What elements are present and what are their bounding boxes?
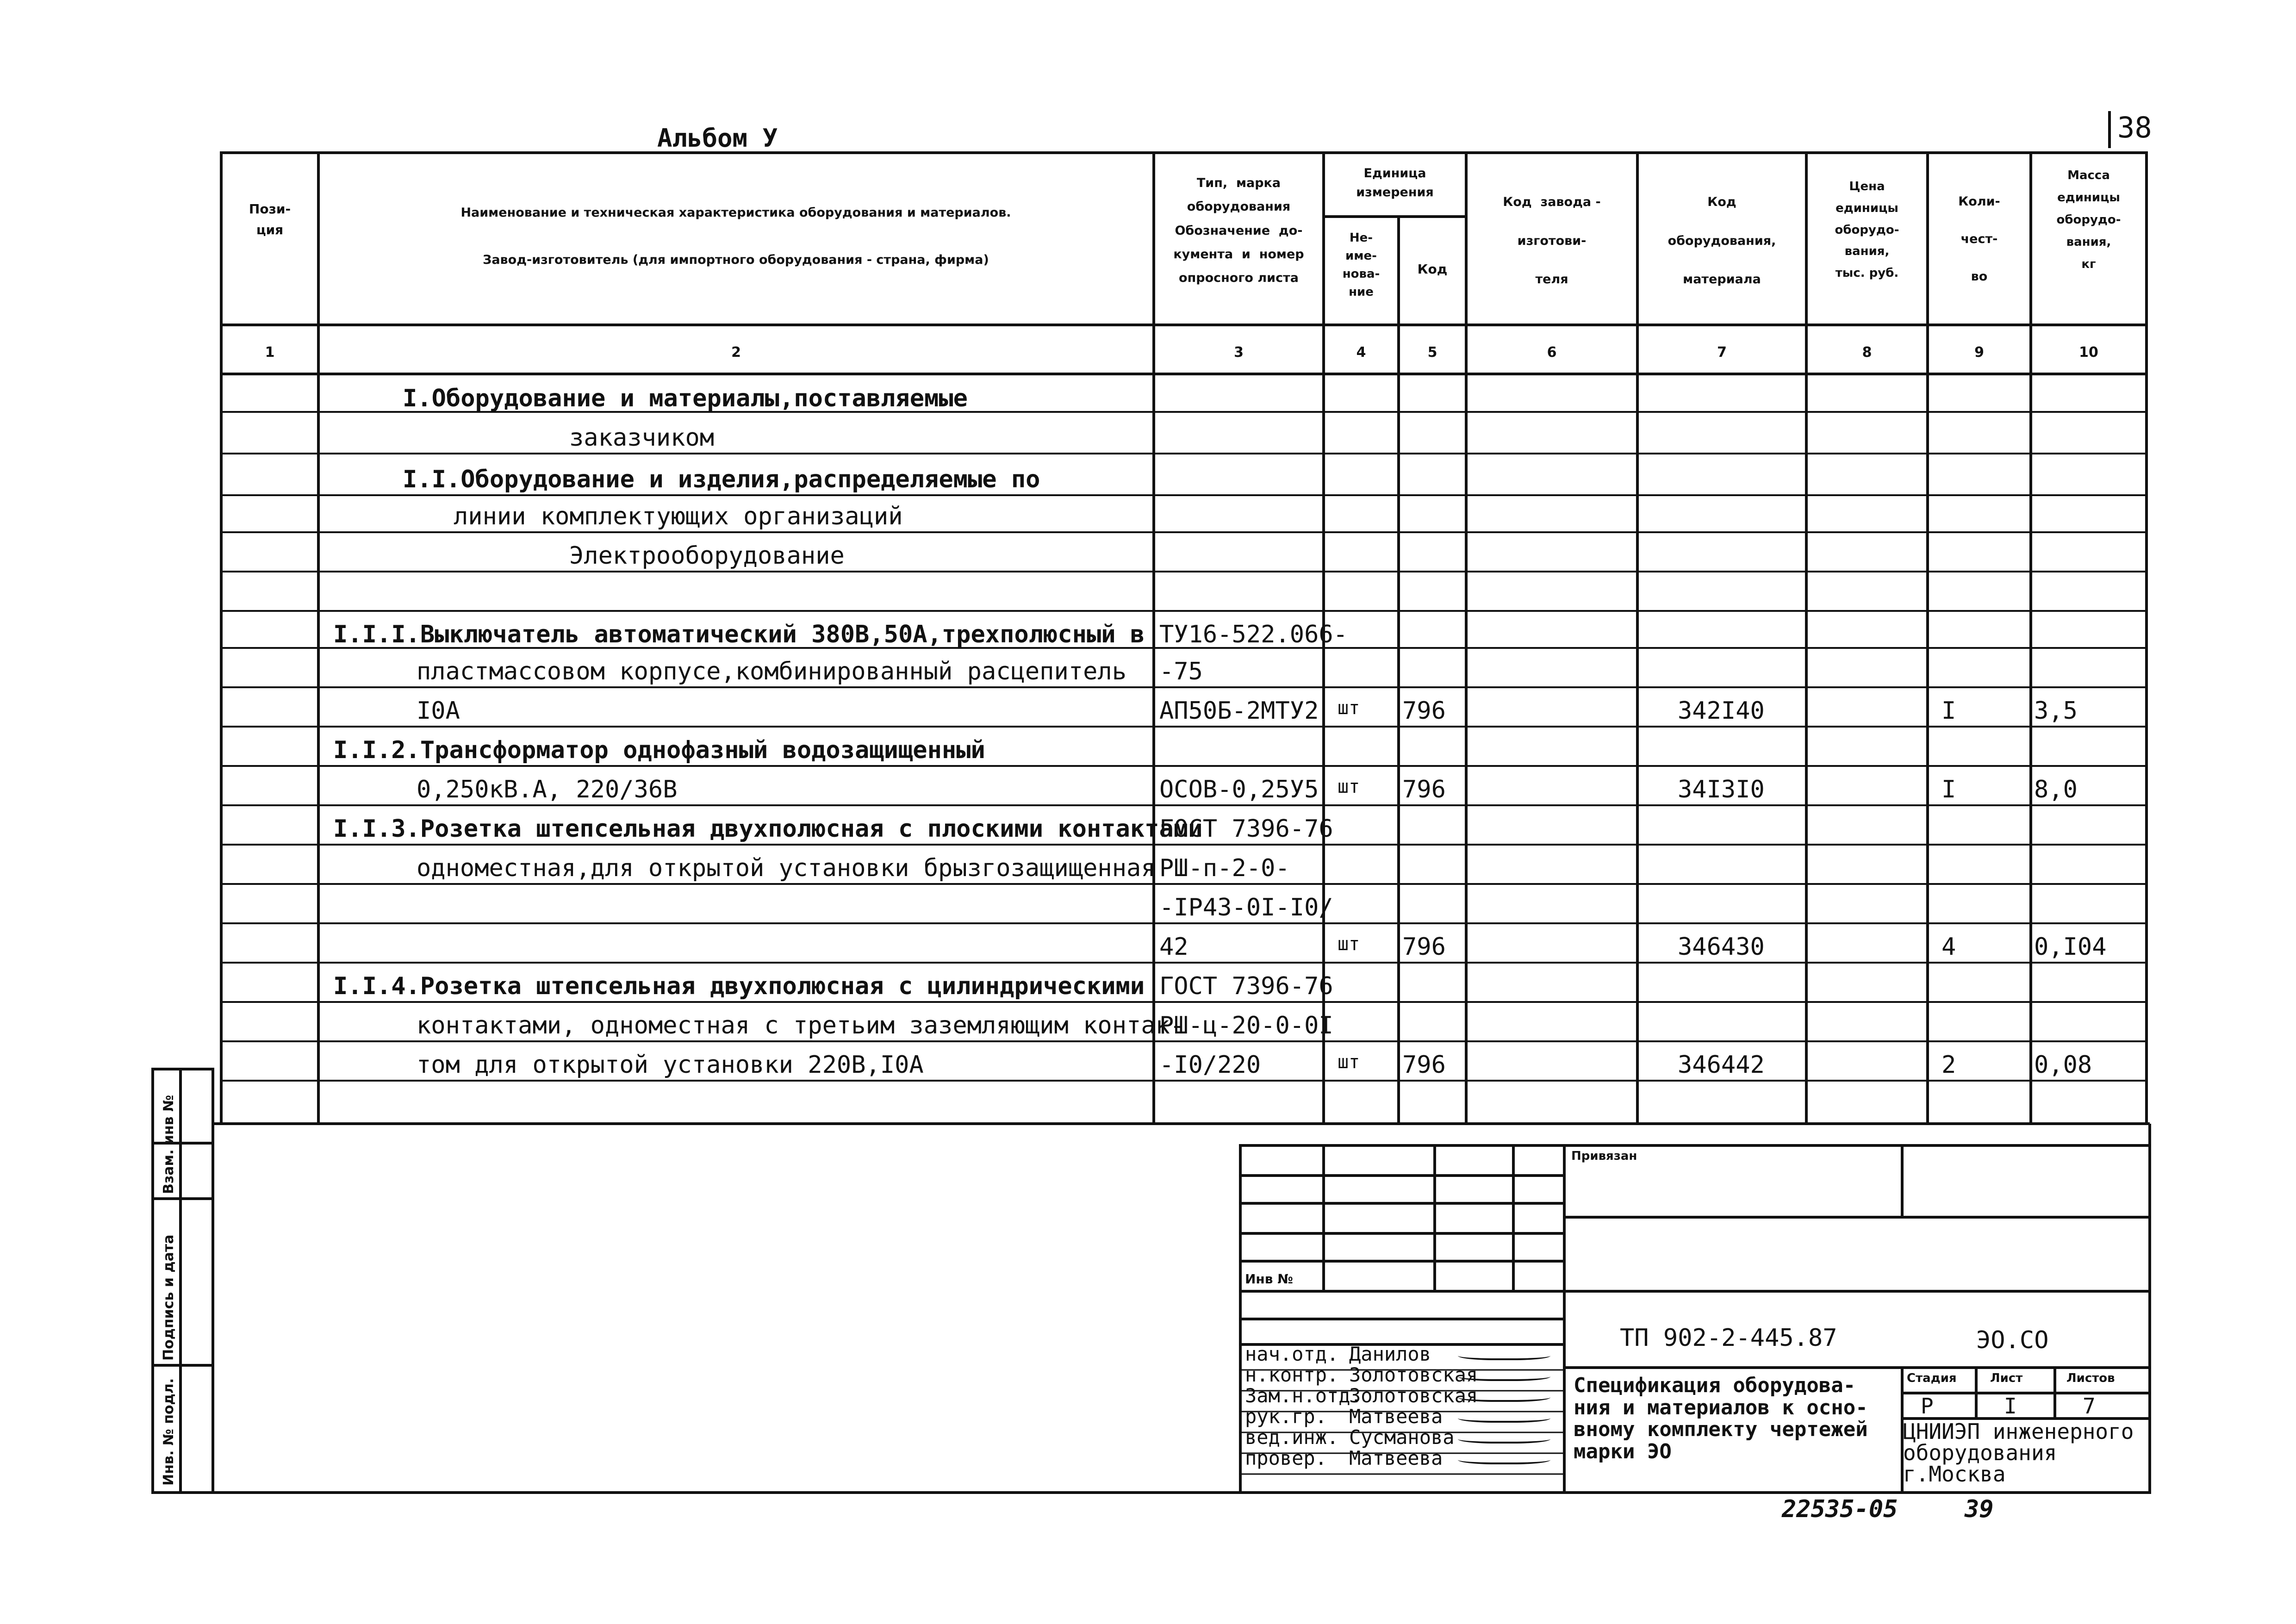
row-name: I.I.Оборудование и изделия,распределяемые по <box>403 466 1040 493</box>
header-position: Пози- ция <box>249 201 291 237</box>
signer-role: нач.отд. <box>1245 1343 1339 1365</box>
row-type: РШ-п-2-0- <box>1159 854 1290 882</box>
signature-mark <box>1458 1453 1550 1464</box>
column-number: 6 <box>1547 344 1557 361</box>
row-unit-code: 796 <box>1402 697 1446 725</box>
sheets-label: Листов <box>2066 1371 2115 1385</box>
signer-role: провер. <box>1245 1447 1327 1469</box>
sheets-value: 7 <box>2083 1394 2096 1419</box>
column-number: 5 <box>1427 344 1437 361</box>
row-unit-code: 796 <box>1402 933 1446 961</box>
row-unit: шт <box>1338 776 1360 797</box>
signer-name: Золотовская <box>1349 1384 1478 1407</box>
header-type: Тип, марка оборудования Обозначение до- кумента и номер опросного листа <box>1173 176 1304 286</box>
signer-role: н.контр. <box>1245 1363 1339 1386</box>
stage-value: Р <box>1921 1394 1934 1419</box>
row-name: одноместная,для открытой установки брызгозащищенная <box>417 854 1156 882</box>
signature-mark <box>1458 1432 1550 1444</box>
row-type: -I0/220 <box>1159 1051 1261 1079</box>
signer-name: Матвеева <box>1349 1405 1443 1428</box>
row-name: том для открытой установки 220В,I0А <box>417 1051 924 1079</box>
row-mass: 0,08 <box>2034 1051 2092 1079</box>
row-type: АП50Б-2МТУ2 <box>1159 697 1319 725</box>
stage-label: Стадия <box>1907 1371 1957 1385</box>
signer-name: Матвеева <box>1349 1447 1443 1469</box>
document-mark: ЭО.СО <box>1976 1326 2049 1354</box>
row-name: линии комплектующих организаций <box>454 503 903 530</box>
sheet-value: I <box>2004 1394 2017 1419</box>
side-stamp-signature-date: Подпись и дата <box>161 1234 177 1361</box>
row-unit-code: 796 <box>1402 776 1446 803</box>
row-type: ГОСТ 7396-76 <box>1159 972 1333 1000</box>
document-code: ТП 902-2-445.87 <box>1620 1324 1837 1352</box>
album-title: Альбом У <box>657 124 778 153</box>
row-type: РШ-ц-20-0-0I <box>1159 1012 1333 1039</box>
signature-mark <box>1458 1349 1550 1360</box>
row-mass: 8,0 <box>2034 776 2078 803</box>
row-unit: шт <box>1338 1052 1360 1073</box>
column-number: 1 <box>265 344 275 361</box>
document-description: Спецификация оборудова- ния и материалов к осно- вному комплекту чертежей марки ЭО <box>1574 1374 1868 1463</box>
row-name: I.I.3.Розетка штепсельная двухполюсная с плоскими контактами <box>333 815 1203 843</box>
side-stamp-replace-inv: Взам. инв № <box>161 1095 177 1194</box>
row-quantity: I <box>1941 776 1956 803</box>
header-manufacturer: Завод-изготовитель (для импортного оборудования - страна, фирма) <box>483 253 989 267</box>
row-type: ОСОВ-0,25У5 <box>1159 776 1319 803</box>
row-name: пластмассовом корпусе,комбинированный расцепитель <box>417 658 1127 685</box>
column-number: 2 <box>731 344 741 361</box>
row-name: Электрооборудование <box>569 542 845 570</box>
header-equipment-code: Код оборудования, материала <box>1668 195 1776 287</box>
header-price: Цена единицы оборудо- вания, тыс. руб. <box>1835 180 1899 280</box>
row-name: контактами, одноместная с третьим заземляющим контак- <box>417 1012 1185 1039</box>
column-number: 4 <box>1356 344 1366 361</box>
signer-name: Сусманова <box>1349 1426 1455 1449</box>
signature-mark <box>1458 1391 1550 1402</box>
row-unit: шт <box>1338 933 1360 955</box>
signature-mark <box>1458 1412 1550 1423</box>
signer-role: рук.гр. <box>1245 1405 1327 1428</box>
signer-name: Данилов <box>1349 1343 1431 1365</box>
row-equipment-code: 346430 <box>1678 933 1765 961</box>
row-equipment-code: 34I3I0 <box>1678 776 1765 803</box>
header-quantity: Коли- чест- во <box>1958 194 2000 284</box>
row-type: 42 <box>1159 933 1188 961</box>
row-type: -75 <box>1159 658 1203 685</box>
signer-role: Зам.н.отд. <box>1245 1384 1362 1407</box>
title-block-inv-no: Инв № <box>1245 1271 1293 1287</box>
header-unit-name: Не- име- нова- ние <box>1342 231 1380 299</box>
organization: ЦНИИЭП инженерного оборудования г.Москва <box>1903 1419 2134 1487</box>
row-quantity: 2 <box>1941 1051 1956 1079</box>
header-unit-code: Код <box>1417 261 1448 277</box>
row-name: I.I.I.Выключатель автоматический 380В,50А,трехполюсный в <box>333 621 1145 648</box>
title-block-privyazan: Привязан <box>1571 1149 1637 1163</box>
row-mass: 3,5 <box>2034 697 2078 725</box>
row-name: I0А <box>417 697 460 725</box>
header-unit: Единица измерения <box>1356 166 1434 199</box>
signer-name: Золотовская <box>1349 1363 1478 1386</box>
column-number: 10 <box>2079 344 2098 361</box>
row-equipment-code: 346442 <box>1678 1051 1765 1079</box>
row-name: I.I.2.Трансформатор однофазный водозащищенный <box>333 736 985 764</box>
row-name: заказчиком <box>569 424 715 452</box>
row-name: 0,250кВ.А, 220/36В <box>417 776 678 803</box>
signer-role: вед.инж. <box>1245 1426 1339 1449</box>
sheet-label: Лист <box>1990 1371 2023 1385</box>
row-unit: шт <box>1338 697 1360 719</box>
row-type: ТУ16-522.066- <box>1159 621 1348 648</box>
column-number: 8 <box>1862 344 1872 361</box>
header-factory-code: Код завода - изготови- теля <box>1503 195 1601 287</box>
sheet-number: 38 <box>2117 111 2152 144</box>
row-quantity: I <box>1941 697 1956 725</box>
row-quantity: 4 <box>1941 933 1956 961</box>
row-name: I.Оборудование и материалы,поставляемые <box>403 385 968 412</box>
column-number: 7 <box>1717 344 1727 361</box>
column-number: 3 <box>1234 344 1244 361</box>
column-number: 9 <box>1974 344 1984 361</box>
signature-mark <box>1458 1370 1550 1381</box>
header-name: Наименование и техническая характеристика оборудования и материалов. <box>460 205 1011 220</box>
side-stamp-inv-podl: Инв. № подл. <box>161 1378 177 1486</box>
row-mass: 0,I04 <box>2034 933 2107 961</box>
row-type: -IP43-0I-I0/ <box>1159 894 1333 921</box>
header-mass: Масса единицы оборудо- вания, кг <box>2056 168 2121 272</box>
footer-number: 22535-05 <box>1782 1495 1898 1523</box>
row-type: ГОСТ 7396-76 <box>1159 815 1333 843</box>
footer-page: 39 <box>1965 1495 1994 1523</box>
row-unit-code: 796 <box>1402 1051 1446 1079</box>
row-equipment-code: 342I40 <box>1678 697 1765 725</box>
row-name: I.I.4.Розетка штепсельная двухполюсная с цилиндрическими <box>333 972 1145 1000</box>
